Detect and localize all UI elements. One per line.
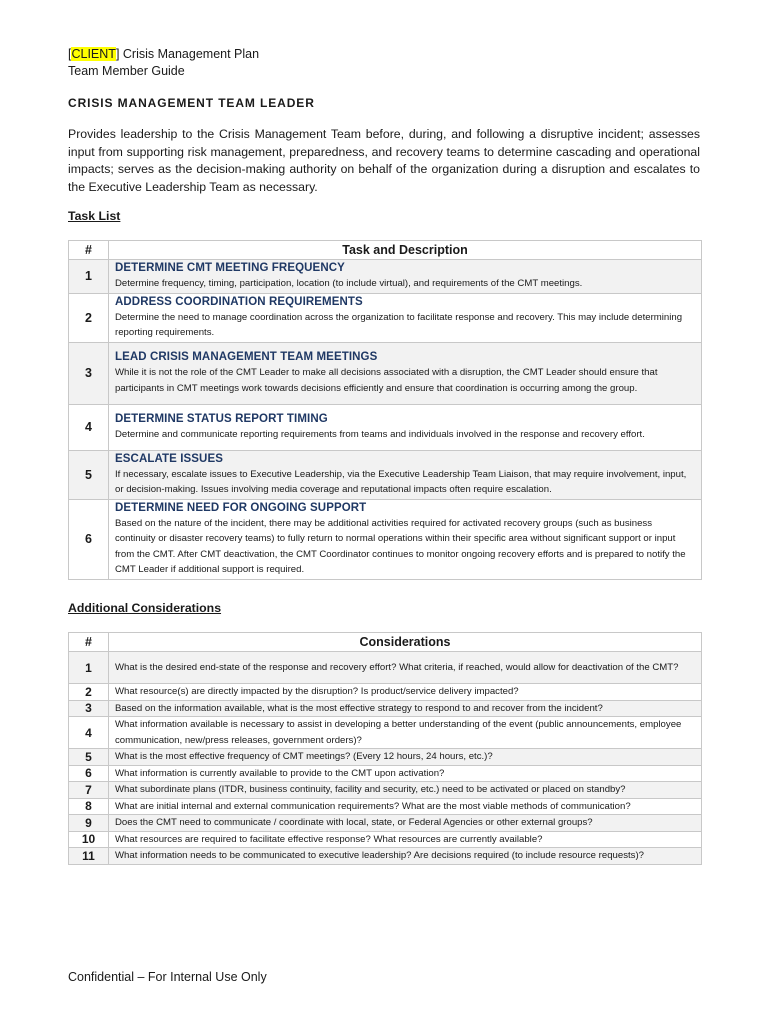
task-cell [109, 293, 702, 342]
consideration-text: What are initial internal and external communication requirements? What are the most viable methods of communication? [109, 798, 702, 815]
document-header [68, 46, 259, 80]
considerations-col-text: Considerations [109, 633, 702, 652]
consideration-text: What information is currently available to provide to the CMT upon activation? [109, 765, 702, 782]
consideration-text: What is the most effective frequency of CMT meetings? (Every 12 hours, 24 hours, etc.)? [109, 749, 702, 766]
task-list-heading: Task List [68, 209, 121, 223]
task-table [68, 240, 702, 580]
consideration-text: What information needs to be communicated to executive leadership? Are decisions required (to include resource requests)? [109, 848, 702, 865]
consideration-number: 6 [69, 765, 109, 782]
consideration-row [69, 684, 702, 701]
task-number: 2 [69, 293, 109, 342]
plan-title: Crisis Management Plan [122, 47, 260, 61]
consideration-number: 8 [69, 798, 109, 815]
consideration-row [69, 848, 702, 865]
consideration-row [69, 749, 702, 766]
consideration-number: 5 [69, 749, 109, 766]
task-col-description: Task and Description [109, 241, 702, 260]
footer-confidential: Confidential – For Internal Use Only [68, 970, 267, 984]
consideration-number: 7 [69, 782, 109, 799]
task-number: 4 [69, 404, 109, 450]
consideration-row [69, 831, 702, 848]
task-title: LEAD CRISIS MANAGEMENT TEAM MEETINGS [115, 351, 378, 363]
consideration-row [69, 717, 702, 749]
task-number: 3 [69, 342, 109, 404]
client-placeholder: CLIENT [71, 47, 116, 61]
consideration-text: What resource(s) are directly impacted by the disruption? Is product/service delivery impacted? [109, 684, 702, 701]
consideration-text: What information available is necessary to assist in developing a better understanding of the event (public announcements, employee communication, new/press releases, government orders)? [109, 717, 702, 749]
task-row [69, 342, 702, 404]
consideration-row [69, 782, 702, 799]
consideration-number: 2 [69, 684, 109, 701]
task-number: 1 [69, 260, 109, 294]
task-cell [109, 499, 702, 579]
task-description: If necessary, escalate issues to Executive Leadership, via the Executive Leadership Team Liaison, that may require involvement, input, or decision-making. Issues involving media coverage and reputational impacts often require escalation. [115, 468, 687, 495]
header-subtitle: Team Member Guide [68, 64, 185, 78]
considerations-col-num: # [69, 633, 109, 652]
consideration-number: 1 [69, 652, 109, 684]
consideration-row [69, 815, 702, 832]
task-cell [109, 342, 702, 404]
consideration-text: What subordinate plans (ITDR, business continuity, facility and security, etc.) need to be activated or placed on standby? [109, 782, 702, 799]
considerations-heading: Additional Considerations [68, 601, 222, 615]
task-number: 5 [69, 450, 109, 499]
consideration-number: 9 [69, 815, 109, 832]
consideration-row [69, 700, 702, 717]
task-title: ESCALATE ISSUES [115, 452, 223, 465]
consideration-number: 4 [69, 717, 109, 749]
task-row [69, 260, 702, 294]
consideration-number: 3 [69, 700, 109, 717]
consideration-text: What resources are required to facilitate effective response? What resources are currently available? [109, 831, 702, 848]
task-title: DETERMINE NEED FOR ONGOING SUPPORT [115, 501, 367, 514]
task-description: Determine and communicate reporting requirements from teams and individuals involved in the response and recovery effort. [115, 428, 645, 440]
consideration-row [69, 798, 702, 815]
task-description: While it is not the role of the CMT Leader to make all decisions associated with a disruption, the CMT Leader should ensure that participants in CMT meetings work towards decisions efficiently and ensure that coordination is occurring among the group. [115, 367, 658, 394]
consideration-number: 11 [69, 848, 109, 865]
task-title: DETERMINE CMT MEETING FREQUENCY [115, 262, 345, 274]
task-row [69, 293, 702, 342]
consideration-row [69, 652, 702, 684]
task-cell [109, 450, 702, 499]
task-row [69, 450, 702, 499]
header-plan-line: [CLIENT] Crisis Management Plan [68, 47, 260, 61]
considerations-table-header [69, 633, 702, 652]
task-table-header [69, 241, 702, 260]
consideration-text: Based on the information available, what is the most effective strategy to respond to and recover from the incident? [109, 700, 702, 717]
task-title: DETERMINE STATUS REPORT TIMING [115, 412, 328, 425]
role-title: CRISIS MANAGEMENT TEAM LEADER [68, 96, 315, 110]
task-col-num: # [69, 241, 109, 260]
consideration-text: Does the CMT need to communicate / coordinate with local, state, or Federal Agencies or other external groups? [109, 815, 702, 832]
task-row [69, 499, 702, 579]
task-number: 6 [69, 499, 109, 579]
task-cell [109, 404, 702, 450]
task-description: Determine the need to manage coordination across the organization to facilitate response and recovery. This may include determining reporting requirements. [115, 311, 683, 338]
task-description: Based on the nature of the incident, there may be additional activities required for activated recovery groups (such as business continuity or disaster recovery teams) to fully return to normal operations within their specific area without significant support or input from the CMT. After CMT deactivation, the CMT Coordinator continues to monitor ongoing recovery efforts and is prepared to notify the CMT Leader if additional support is required. [115, 517, 686, 575]
considerations-table [68, 632, 702, 865]
task-title: ADDRESS COORDINATION REQUIREMENTS [115, 295, 363, 308]
task-row [69, 404, 702, 450]
role-description: Provides leadership to the Crisis Management Team before, during, and following a disruptive incident; assesses input from supporting risk management, preparedness, and recovery teams to determine cascading and operational impacts; serves as the decision-making authority on behalf of the organization during a disruption and escalates to the Executive Leadership Team as necessary. [68, 127, 700, 194]
task-description: Determine frequency, timing, participation, location (to include virtual), and requirements of the CMT meetings. [115, 278, 583, 289]
consideration-row [69, 765, 702, 782]
task-cell [109, 260, 702, 294]
consideration-number: 10 [69, 831, 109, 848]
consideration-text: What is the desired end-state of the response and recovery effort? What criteria, if reached, would allow for deactivation of the CMT? [109, 652, 702, 684]
